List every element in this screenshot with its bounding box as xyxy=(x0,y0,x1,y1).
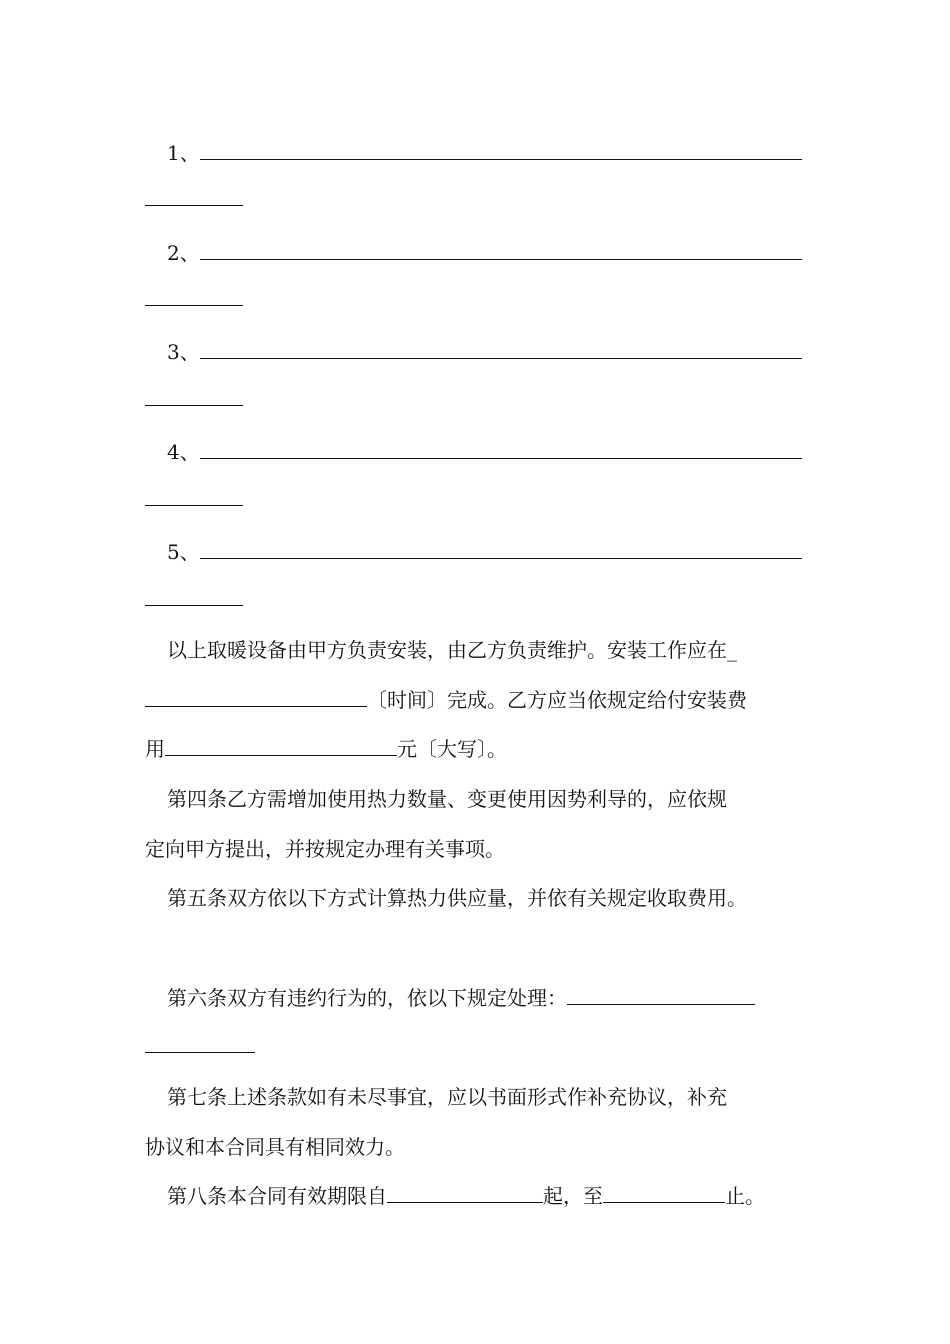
fill-blank xyxy=(145,287,243,306)
paragraph-text: 起，至 xyxy=(543,1184,603,1208)
paragraph-text: 第六条双方有违约行为的，依以下规定处理： xyxy=(167,986,567,1010)
paragraph-text: 以上取暖设备由甲方负责安装，由乙方负责维护。安装工作应在_ xyxy=(167,638,737,662)
fill-blank xyxy=(145,1034,255,1053)
item-number: 4、 xyxy=(167,440,200,464)
item-number: 3、 xyxy=(167,340,200,364)
fill-blank xyxy=(200,241,802,260)
fill-blank xyxy=(200,540,802,559)
paragraph-text: 第八条本合同有效期限自 xyxy=(167,1184,387,1208)
fill-blank xyxy=(145,587,243,606)
article6-line1 xyxy=(167,985,755,1011)
paragraph-text: 〔时间〕完成。乙方应当依规定给付安装费 xyxy=(367,688,747,712)
paragraph-text: 第七条上述条款如有未尽事宜，应以书面形式作补充协议，补充 xyxy=(167,1085,727,1109)
fill-blank xyxy=(200,141,802,160)
paragraph-text: 元〔大写〕。 xyxy=(397,737,507,761)
fill-blank xyxy=(165,737,397,756)
item-number: 2、 xyxy=(167,241,200,265)
article4-line1 xyxy=(167,786,727,812)
list-item-5 xyxy=(167,539,802,565)
list-item-1 xyxy=(167,140,802,166)
article5-line1 xyxy=(167,885,747,911)
paragraph-text: 协议和本合同具有相同效力。 xyxy=(145,1135,405,1159)
fill-blank xyxy=(145,487,243,506)
paragraph-text: 第五条双方依以下方式计算热力供应量，并依有关规定收取费用。 xyxy=(167,886,747,910)
list-item-3 xyxy=(167,339,802,365)
paragraph-text: 第四条乙方需增加使用热力数量、变更使用因势利导的，应依规 xyxy=(167,787,727,811)
fill-blank xyxy=(145,187,243,206)
list-item-4 xyxy=(167,439,802,465)
article7-line1 xyxy=(167,1084,727,1110)
list-item-1-continuation xyxy=(145,186,243,212)
install-paragraph-line3 xyxy=(145,736,507,762)
fill-blank xyxy=(200,440,802,459)
article7-line2 xyxy=(145,1134,405,1160)
install-paragraph-line1 xyxy=(167,637,737,663)
fill-blank xyxy=(387,1184,543,1203)
paragraph-text: 定向甲方提出，并按规定办理有关事项。 xyxy=(145,837,505,861)
fill-blank xyxy=(567,986,755,1005)
article8-line1 xyxy=(167,1183,765,1209)
list-item-4-continuation xyxy=(145,486,243,512)
list-item-5-continuation xyxy=(145,586,243,612)
item-number: 1、 xyxy=(167,141,200,165)
fill-blank xyxy=(145,387,243,406)
install-paragraph-line2 xyxy=(145,687,747,713)
paragraph-text: 止。 xyxy=(725,1184,765,1208)
paragraph-text: 用 xyxy=(145,737,165,761)
item-number: 5、 xyxy=(167,540,200,564)
list-item-3-continuation xyxy=(145,386,243,412)
article6-continuation xyxy=(145,1033,255,1059)
fill-blank xyxy=(145,688,367,707)
article4-line2 xyxy=(145,836,505,862)
list-item-2-continuation xyxy=(145,286,243,312)
list-item-2 xyxy=(167,240,802,266)
fill-blank xyxy=(603,1184,725,1203)
fill-blank xyxy=(200,340,802,359)
